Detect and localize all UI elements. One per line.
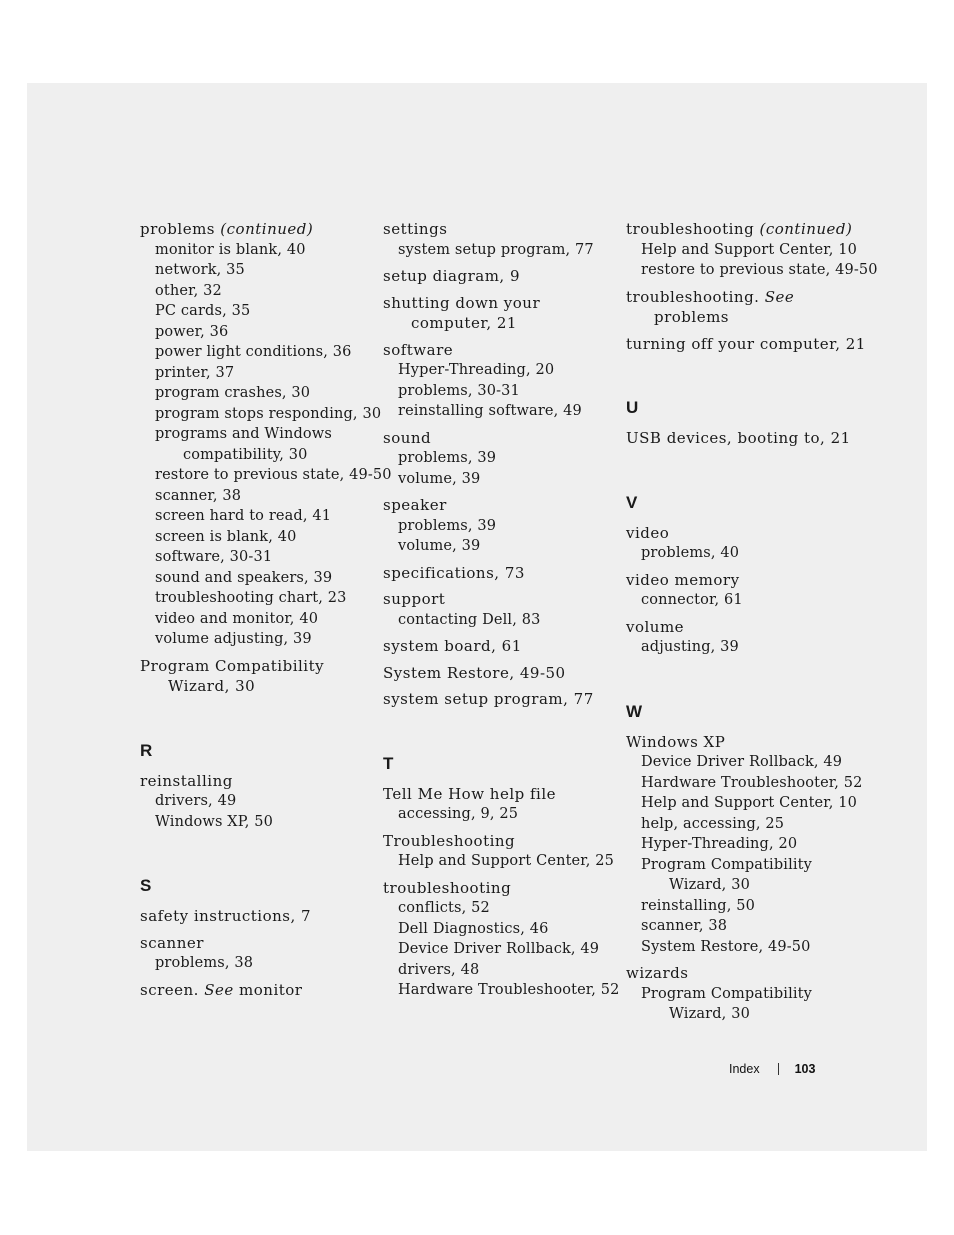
index-term: Troubleshooting: [383, 831, 516, 850]
index-entry: [626, 570, 861, 611]
index-entry: [626, 219, 878, 281]
index-term: problems (continued): [140, 220, 314, 238]
continued-label: (continued): [759, 220, 853, 238]
index-entry: [383, 266, 618, 287]
index-term: specifications, 73: [383, 563, 525, 582]
index-subentry: Hyper-Threading, 20: [641, 836, 798, 852]
index-subentry: conflicts, 52: [398, 900, 490, 916]
index-term: volume: [626, 617, 685, 636]
continued-label: (continued): [220, 220, 314, 238]
index-subentry: program crashes, 30: [155, 385, 311, 401]
see-label: See: [204, 980, 234, 999]
index-entry: [140, 219, 392, 650]
index-subentry: Device Driver Rollback, 49: [641, 754, 843, 770]
index-subentry: reinstalling, 50: [641, 897, 756, 914]
index-entry: [383, 663, 618, 684]
subentry-continuation: Wizard, 30: [669, 877, 750, 893]
index-term: speaker: [383, 496, 447, 514]
index-term: sound: [383, 428, 432, 447]
index-term: video memory: [626, 570, 740, 589]
index-entry: [626, 334, 866, 355]
index-subentry: video and monitor, 40: [155, 610, 319, 627]
index-subentry: PC cards, 35: [155, 303, 251, 319]
index-subentry: problems, 39: [398, 450, 497, 466]
section-letter: V: [626, 492, 638, 512]
index-term: wizards: [626, 964, 689, 982]
index-entry: [383, 831, 618, 872]
index-subentry: accessing, 9, 25: [398, 806, 519, 822]
index-entry: [626, 428, 861, 449]
index-term: system setup program, 77: [383, 690, 594, 708]
index-entry: [140, 906, 375, 927]
index-subentry: volume, 39: [398, 470, 481, 487]
section-letter: R: [140, 740, 153, 760]
index-subentry: problems, 39: [398, 517, 497, 534]
index-entry: [383, 636, 618, 657]
index-subentry: System Restore, 49-50: [641, 938, 811, 955]
section-letter: S: [140, 876, 152, 895]
index-subentry: troubleshooting chart, 23: [155, 590, 347, 606]
index-subentry: Program Compatibility Wizard, 30: [626, 855, 861, 896]
index-subentry: drivers, 49: [155, 793, 237, 809]
index-entry: [383, 589, 618, 630]
index-entry: [140, 933, 375, 974]
index-term: system board, 61: [383, 637, 522, 655]
index-subentry: restore to previous state, 49-50: [641, 262, 878, 278]
index-subentry: monitor is blank, 40: [155, 241, 306, 258]
section-letter: W: [626, 701, 643, 721]
see-label: See: [764, 287, 795, 306]
index-subentry: programs and Windows compatibility, 30: [140, 424, 375, 465]
index-term: software: [383, 340, 454, 359]
index-subentry: Hardware Troubleshooter, 52: [398, 982, 620, 998]
index-subentry: Help and Support Center, 25: [398, 853, 615, 869]
index-subentry: Windows XP, 50: [155, 813, 274, 830]
index-subentry: Hardware Troubleshooter, 52: [641, 774, 863, 791]
index-entry: [383, 428, 618, 490]
page-number: 103: [794, 1062, 816, 1076]
subentry-continuation: compatibility, 30: [183, 446, 308, 463]
section-letter: U: [626, 398, 639, 417]
index-subentry: other, 32: [155, 282, 222, 299]
index-entry: [626, 523, 861, 564]
index-term: safety instructions, 7: [140, 907, 312, 925]
page-footer: [729, 1062, 815, 1076]
index-term: shutting down your computer, 21: [383, 293, 618, 334]
index-subentry: problems, 38: [155, 955, 254, 971]
index-subentry: restore to previous state, 49-50: [155, 467, 392, 483]
index-term: Tell Me How help file: [383, 784, 557, 803]
index-term: support: [383, 590, 446, 608]
term-continuation: Wizard, 30: [168, 677, 256, 695]
index-term: troubleshooting: [383, 878, 512, 897]
index-entry: [140, 771, 375, 833]
index-entry: [383, 495, 618, 557]
index-term: settings: [383, 220, 448, 238]
index-entry: [383, 563, 618, 584]
section-letter: T: [383, 753, 394, 773]
index-term: scanner: [140, 933, 204, 952]
index-subentry: reinstalling software, 49: [398, 403, 582, 419]
index-subentry: Hyper-Threading, 20: [398, 362, 555, 378]
index-subentry: screen hard to read, 41: [155, 508, 332, 524]
index-term: Program Compatibility Wizard, 30: [140, 656, 375, 697]
index-subentry: network, 35: [155, 262, 245, 278]
see-target: problems: [654, 308, 730, 326]
index-entry: [626, 732, 861, 958]
index-column-1: [140, 219, 392, 1000]
index-column-3: [626, 219, 878, 1025]
index-term: USB devices, booting to, 21: [626, 429, 851, 447]
index-entry: [626, 617, 861, 658]
index-entry: [626, 287, 861, 328]
index-subentry: drivers, 48: [398, 961, 480, 978]
index-subentry: Help and Support Center, 10: [641, 241, 858, 258]
index-term: troubleshooting (continued): [626, 220, 853, 238]
index-subentry: adjusting, 39: [641, 639, 739, 655]
footer-separator: [778, 1063, 779, 1075]
index-subentry: power, 36: [155, 323, 229, 340]
index-subentry: scanner, 38: [641, 918, 728, 934]
index-term: screen. See monitor: [140, 980, 303, 999]
index-subentry: help, accessing, 25: [641, 815, 785, 832]
index-subentry: contacting Dell, 83: [398, 611, 541, 628]
index-entry: [383, 784, 618, 825]
index-entry: [626, 963, 861, 1025]
index-subentry: program stops responding, 30: [155, 405, 382, 422]
index-entry: [383, 340, 618, 422]
index-entry: [383, 689, 618, 710]
index-term: troubleshooting. See problems: [626, 287, 861, 328]
index-subentry: Device Driver Rollback, 49: [398, 941, 600, 957]
index-term: turning off your computer, 21: [626, 334, 866, 353]
index-subentry: connector, 61: [641, 592, 743, 608]
index-subentry: software, 30-31: [155, 549, 273, 565]
term-continuation: computer, 21: [411, 314, 517, 332]
index-term: Windows XP: [626, 732, 726, 751]
index-subentry: printer, 37: [155, 364, 235, 381]
index-term: video: [626, 523, 670, 542]
index-term: setup diagram, 9: [383, 267, 520, 285]
index-entry: [140, 980, 375, 1001]
index-term: reinstalling: [140, 771, 233, 790]
index-term: System Restore, 49-50: [383, 663, 566, 682]
index-subentry: problems, 40: [641, 545, 740, 561]
index-subentry: Program Compatibility Wizard, 30: [626, 984, 861, 1025]
index-subentry: Dell Diagnostics, 46: [398, 920, 549, 937]
index-subentry: power light conditions, 36: [155, 344, 352, 360]
index-subentry: problems, 30-31: [398, 382, 520, 399]
index-subentry: screen is blank, 40: [155, 528, 297, 545]
index-entry: [383, 878, 618, 1001]
index-subentry: volume adjusting, 39: [155, 631, 312, 647]
index-subentry: volume, 39: [398, 538, 481, 554]
index-subentry: Help and Support Center, 10: [641, 795, 858, 811]
index-subentry: sound and speakers, 39: [155, 569, 333, 586]
index-subentry: system setup program, 77: [398, 241, 594, 258]
footer-section: Index: [729, 1062, 760, 1076]
index-subentry: scanner, 38: [155, 487, 242, 504]
index-entry: [140, 656, 375, 697]
index-entry: [383, 219, 618, 260]
index-column-2: [383, 219, 618, 1001]
index-entry: [383, 293, 618, 334]
subentry-continuation: Wizard, 30: [669, 1006, 750, 1022]
